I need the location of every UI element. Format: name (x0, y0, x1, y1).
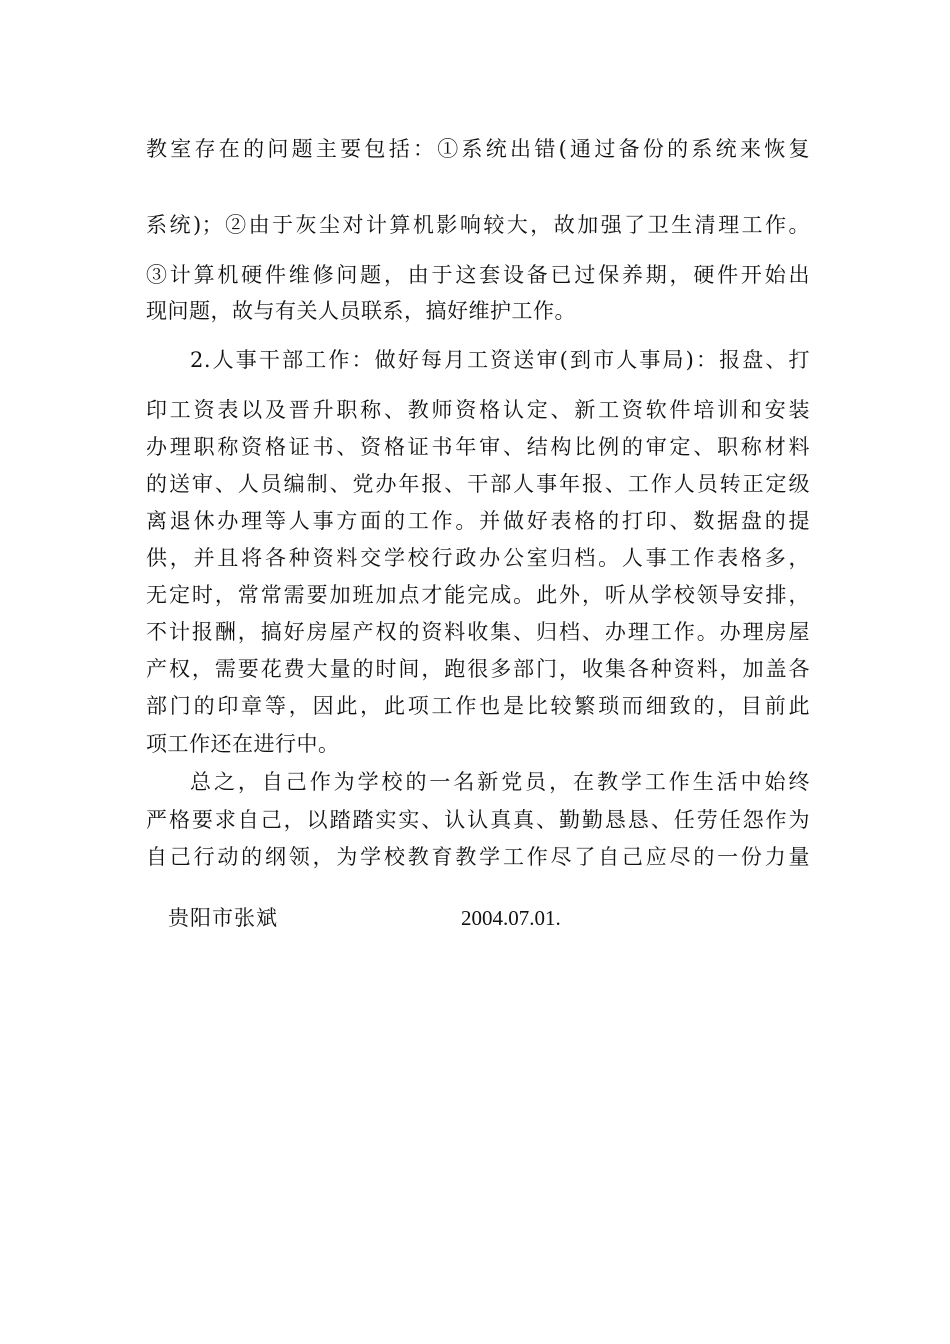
paragraph-1-line-2: 系统)；②由于灰尘对计算机影响较大，故加强了卫生清理工作。 (146, 213, 810, 237)
paragraph-2-line-10: 部门的印章等，因此，此项工作也是比较繁琐而细致的，目前此 (146, 694, 810, 718)
paragraph-3-line-2: 严格要求自己，以踏踏实实、认认真真、勤勤恳恳、任劳任怨作为 (146, 808, 810, 832)
paragraph-1-line-3: ③计算机硬件维修问题，由于这套设备已过保养期，硬件开始出 (146, 263, 810, 287)
paragraph-1-line-1: 教室存在的问题主要包括：①系统出错(通过备份的系统来恢复 (146, 137, 810, 161)
paragraph-2-line-1: 2.人事干部工作：做好每月工资送审(到市人事局)：报盘、打 (190, 348, 810, 372)
paragraph-2-line-3: 办理职称资格证书、资格证书年审、结构比例的审定、职称材料 (146, 435, 810, 459)
signature-name: 贵阳市张斌 (168, 906, 278, 930)
paragraph-2-line-8: 不计报酬，搞好房屋产权的资料收集、归档、办理工作。办理房屋 (146, 620, 810, 644)
paragraph-2-line-2: 印工资表以及晋升职称、教师资格认定、新工资软件培训和安装 (146, 398, 810, 422)
paragraph-2-line-7: 无定时，常常需要加班加点才能完成。此外，听从学校领导安排， (146, 583, 810, 607)
paragraph-2-line-9: 产权，需要花费大量的时间，跑很多部门，收集各种资料，加盖各 (146, 657, 810, 681)
paragraph-2-line-6: 供，并且将各种资料交学校行政办公室归档。人事工作表格多， (146, 546, 810, 570)
paragraph-2-line-5: 离退休办理等人事方面的工作。并做好表格的打印、数据盘的提 (146, 509, 810, 533)
paragraph-1-line-4: 现问题，故与有关人员联系，搞好维护工作。 (146, 299, 576, 323)
paragraph-2-line-4: 的送审、人员编制、党办年报、干部人事年报、工作人员转正定级 (146, 472, 810, 496)
paragraph-2-line-11: 项工作还在进行中。 (146, 732, 340, 756)
paragraph-3-line-1: 总之，自己作为学校的一名新党员，在教学工作生活中始终 (190, 770, 810, 794)
signature-date: 2004.07.01. (461, 906, 561, 930)
paragraph-3-line-3: 自己行动的纲领，为学校教育教学工作尽了自己应尽的一份力量 (146, 845, 810, 869)
